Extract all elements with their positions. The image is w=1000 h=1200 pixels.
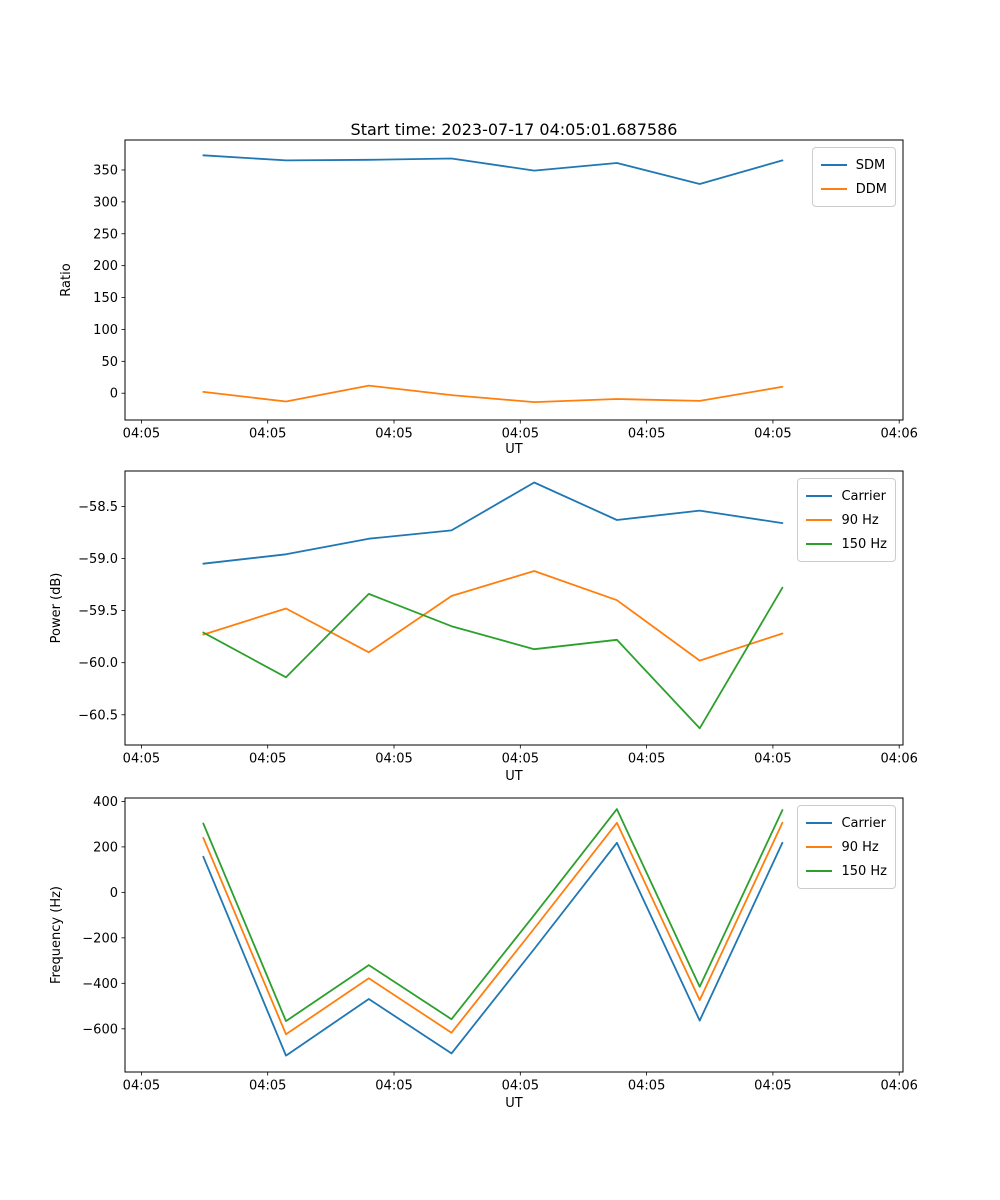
x-tick-label: 04:05 [375,1078,413,1094]
legend-label: 150 Hz [841,536,887,552]
y-tick-label: −60.0 [78,656,118,672]
x-tick-label: 04:05 [501,426,540,442]
legend-entry [806,835,887,859]
chart1-title: Start time: 2023-07-17 04:05:01.687586 [350,120,678,139]
x-tick-label: 04:05 [122,751,161,767]
legend-label: SDM [855,157,886,173]
chart2-y-axis-label: Power (dB) [49,572,64,644]
legend-entry [806,532,887,556]
x-tick-label: 04:05 [248,1078,287,1094]
y-tick-label: −60.5 [78,708,118,724]
y-tick-label: −600 [82,1022,118,1038]
legend-label: Carrier [841,815,886,831]
y-tick-label: 200 [93,840,118,856]
chart1-x-axis-label: UT [505,442,523,457]
x-tick-label: 04:06 [880,751,918,767]
chart3-x-axis-label: UT [505,1096,523,1111]
y-tick-label: −400 [82,976,118,992]
legend-entry [806,484,887,508]
chart1-y-axis-label: Ratio [59,263,74,297]
legend-line-sample [821,188,847,190]
chart2-legend [797,478,896,562]
legend-line-sample [806,495,832,497]
chart3-plot-frame [125,798,903,1072]
x-tick-label: 04:05 [627,426,666,442]
legend-entry [821,153,887,177]
x-tick-label: 04:05 [754,1078,792,1094]
x-tick-label: 04:05 [627,1078,666,1094]
chart3-y-axis-label: Frequency (Hz) [49,885,64,985]
legend-entry [806,811,887,835]
legend-label: DDM [855,181,887,197]
x-tick-label: 04:05 [375,751,413,767]
y-tick-label: 50 [101,354,118,370]
legend-entry [821,177,887,201]
legend-label: 150 Hz [841,863,887,879]
x-tick-label: 04:05 [122,426,161,442]
legend-label: Carrier [841,488,886,504]
chart3-legend [797,805,896,889]
legend-label: 90 Hz [841,839,879,855]
x-tick-label: 04:05 [248,426,287,442]
x-tick-label: 04:05 [754,426,792,442]
y-tick-label: 200 [93,259,118,275]
y-tick-label: −58.5 [78,499,118,515]
x-tick-label: 04:05 [248,751,287,767]
chart1-series-line-ddm [203,386,782,403]
y-tick-label: −59.5 [78,604,118,620]
legend-label: 90 Hz [841,512,879,528]
chart2-series-line-90-hz [203,571,782,661]
legend-entry [806,859,887,883]
y-tick-label: 250 [93,227,118,243]
chart1-legend [812,147,896,207]
legend-line-sample [806,519,832,521]
chart1-plot-frame [125,140,903,420]
x-tick-label: 04:05 [754,751,792,767]
legend-line-sample [806,846,832,848]
y-tick-label: −59.0 [78,552,118,568]
chart1-series-line-sdm [203,155,782,184]
chart2-x-axis-label: UT [505,769,523,784]
x-tick-label: 04:05 [375,426,413,442]
x-tick-label: 04:06 [880,1078,918,1094]
legend-line-sample [821,164,847,166]
legend-entry [806,508,887,532]
x-tick-label: 04:05 [501,1078,540,1094]
legend-line-sample [806,822,832,824]
x-tick-label: 04:05 [122,1078,161,1094]
legend-line-sample [806,543,832,545]
y-tick-label: 350 [93,163,118,179]
y-tick-label: −200 [82,931,118,947]
y-tick-label: 0 [109,386,118,402]
y-tick-label: 150 [93,291,118,307]
x-tick-label: 04:05 [501,751,540,767]
y-tick-label: 400 [93,794,118,810]
x-tick-label: 04:06 [880,426,918,442]
legend-line-sample [806,870,832,872]
y-tick-label: 100 [93,322,118,338]
chart3-series-line-carrier [203,843,782,1056]
y-tick-label: 300 [93,195,118,211]
chart2-plot-frame [125,471,903,745]
y-tick-label: 0 [109,885,118,901]
x-tick-label: 04:05 [627,751,666,767]
chart2-series-line-carrier [203,483,782,564]
